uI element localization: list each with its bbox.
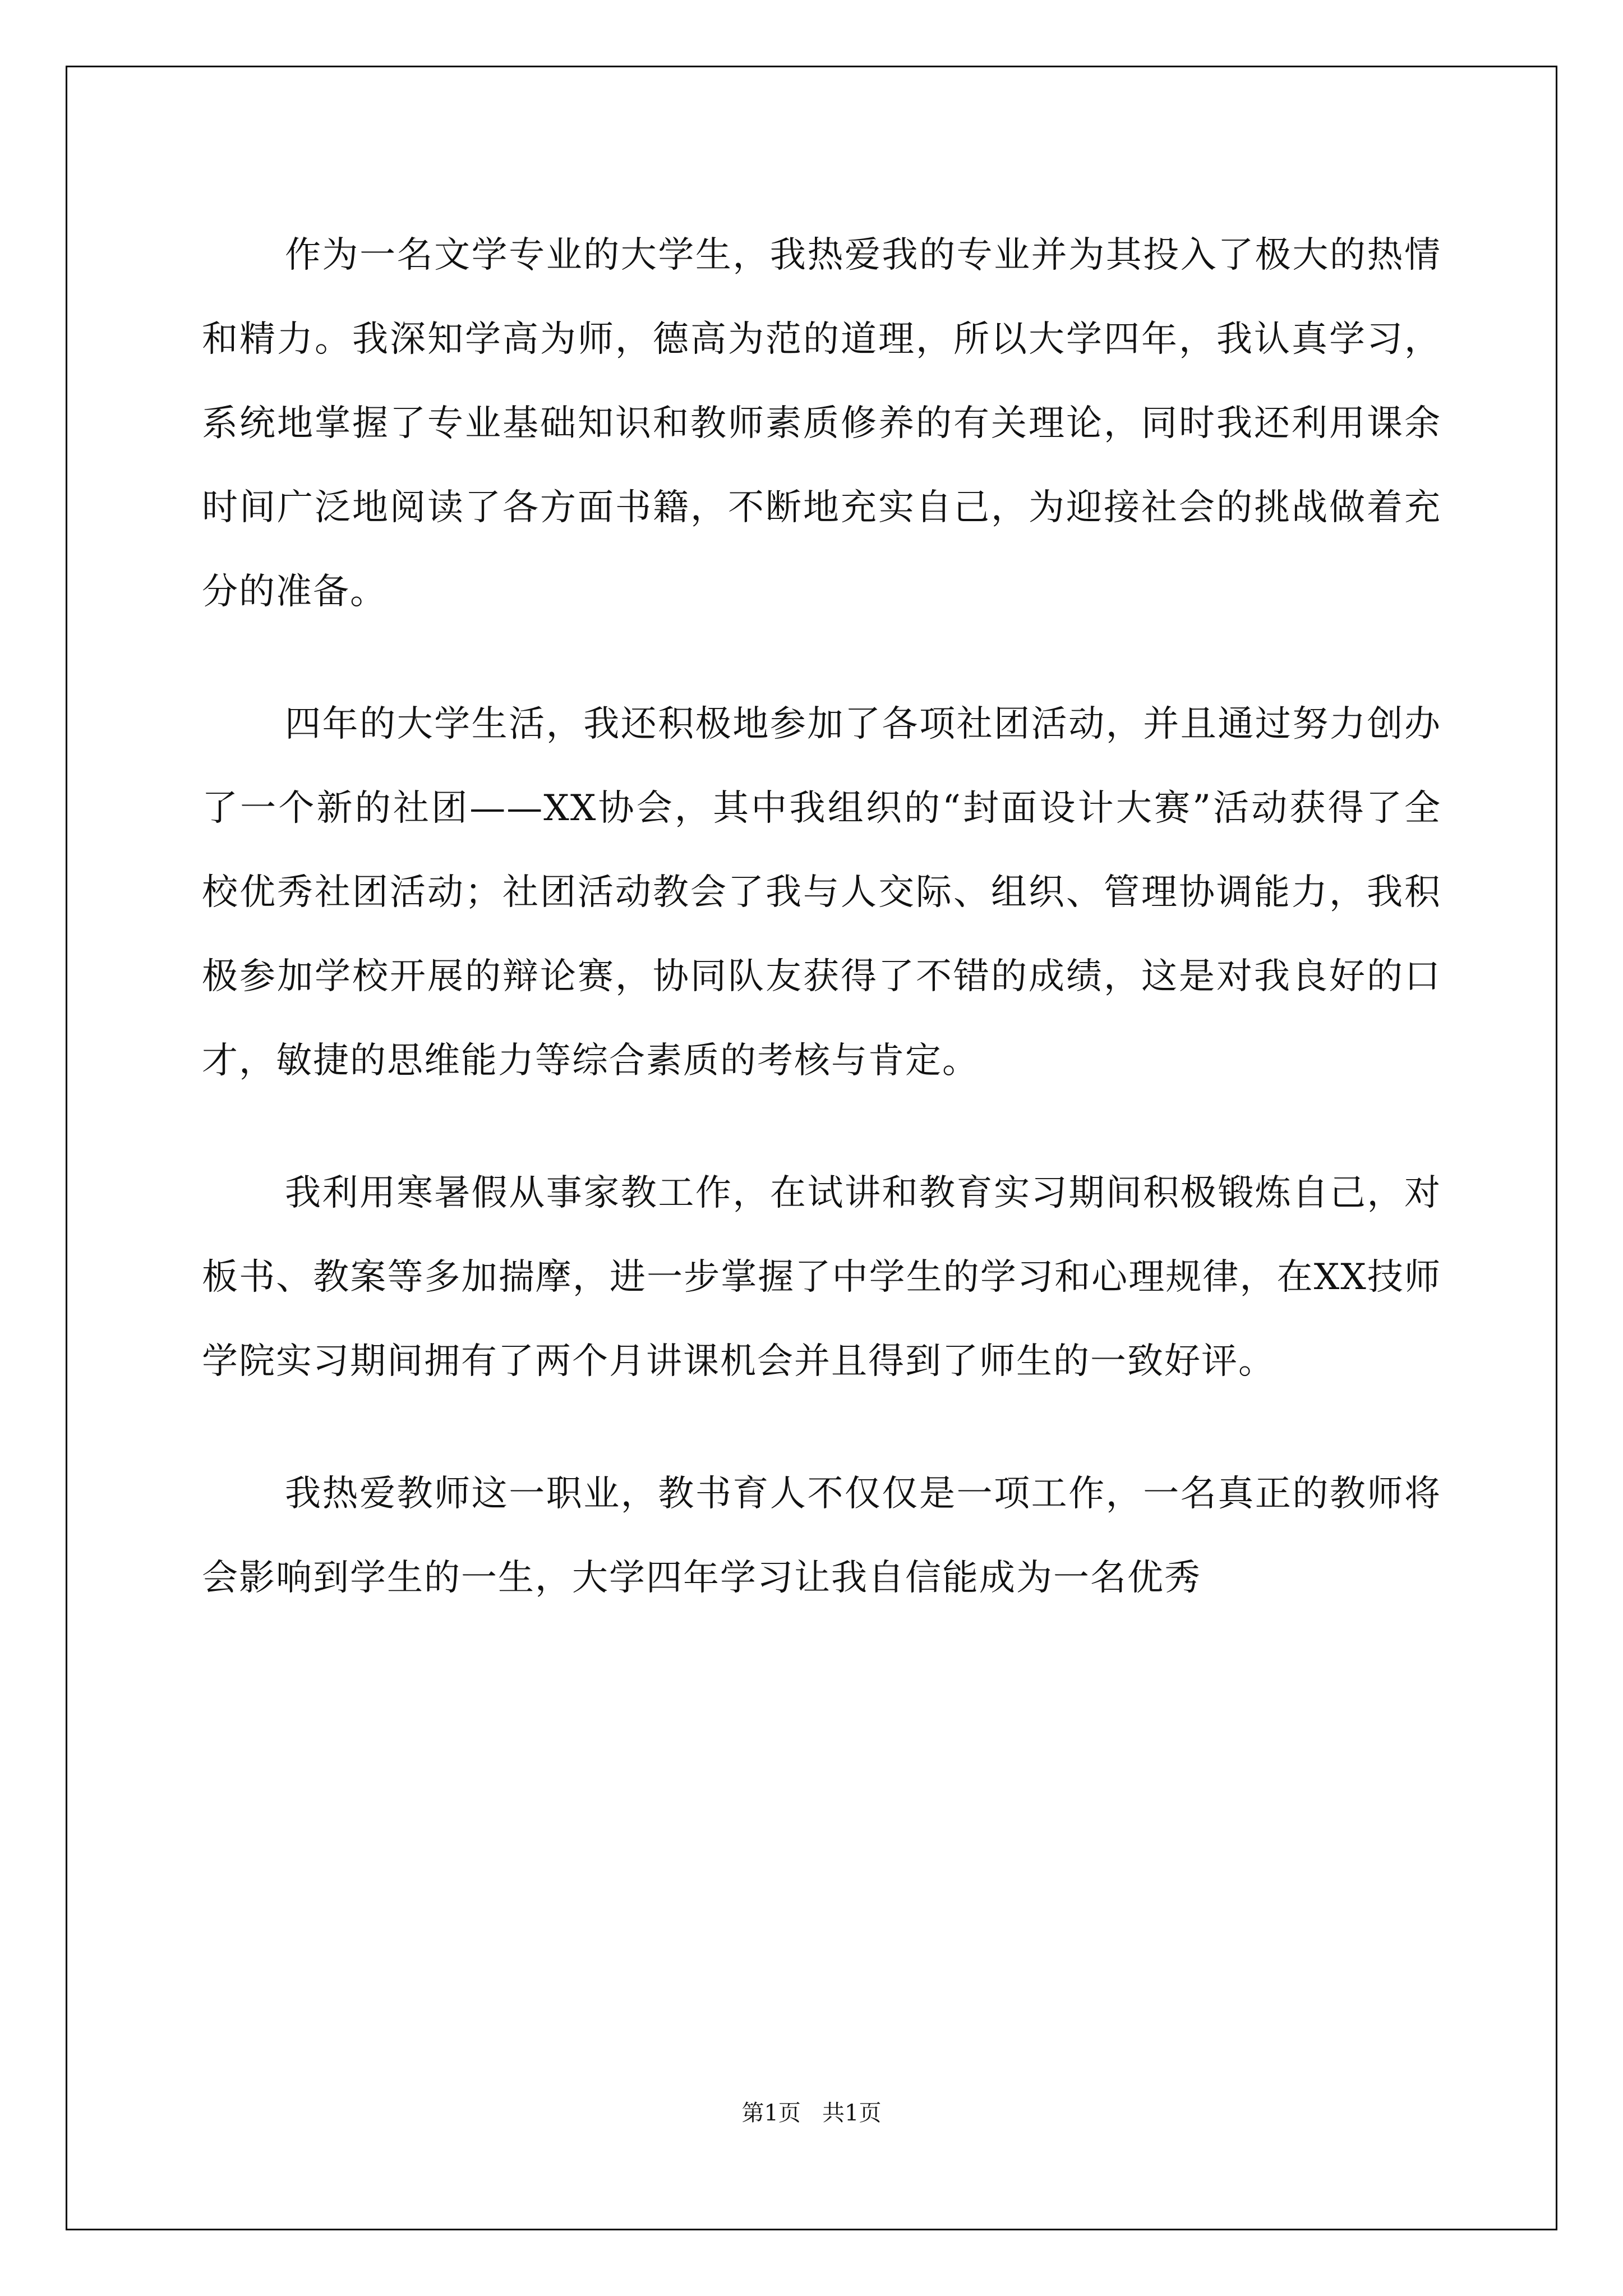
paragraph-4: 我热爱教师这一职业，教书育人不仅仅是一项工作，一名真正的教师将会影响到学生的一生，大学四年学习让我自信能成为一名优秀 [202, 1473, 1441, 1599]
paragraph-1: 作为一名文学专业的大学生，我热爱我的专业并为其投入了极大的热情和精力。我深知学高为师，德高为范的道理，所以大学四年，我认真学习，系统地掌握了专业基础知识和教师素质修养的有关理论，同时我还利用课余时间广泛地阅读了各方面书籍，不断地充实自己，为迎接社会的挑战做着充分的准备。 [202, 234, 1441, 613]
paragraph-3: 我利用寒暑假从事家教工作，在试讲和教育实习期间积极锻炼自己，对板书、教案等多加揣摩，进一步掌握了中学生的学习和心理规律，在XX技师学院实习期间拥有了两个月讲课机会并且得到了师生的一致好评。 [202, 1172, 1441, 1382]
page-number-footer: 第1页 共1页 [741, 2100, 882, 2126]
paragraph-2: 四年的大学生活，我还积极地参加了各项社团活动，并且通过努力创办了一个新的社团——XX协会，其中我组织的“封面设计大赛”活动获得了全校优秀社团活动；社团活动教会了我与人交际、组织、管理协调能力，我积极参加学校开展的辩论赛，协同队友获得了不错的成绩，这是对我良好的口才，敏捷的思维能力等综合素质的考核与肯定。 [202, 703, 1441, 1082]
document-body [202, 213, 1441, 1668]
